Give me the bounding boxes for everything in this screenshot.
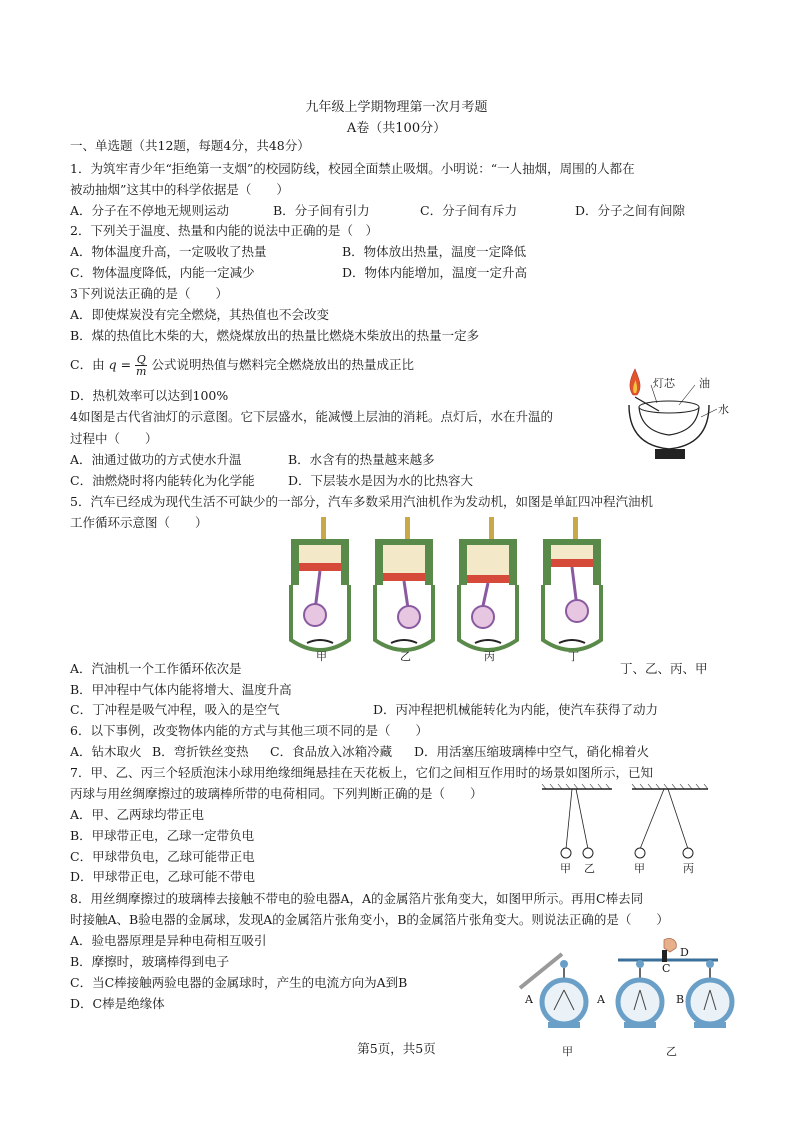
lamp-oil-surface	[639, 401, 699, 413]
page-subtitle: A卷（共100分）	[346, 121, 447, 136]
electroscope-yi-b	[688, 960, 732, 1028]
q7-stem-line2: 丙球与用丝绸摩擦过的玻璃棒所带的电荷相同。下列判断正确的是（ ）	[70, 786, 483, 801]
page-footer: 第5页，共5页	[357, 1041, 436, 1056]
q5-stem-line1: 5．汽车已经成为现代生活不可缺少的一部分，汽车多数采用汽油机作为发动机，如图是单缸四冲程汽油机	[70, 494, 653, 509]
engine-strokes-figure	[285, 515, 615, 665]
electroscope-label-d: D	[680, 946, 689, 959]
ball-label-jia-1: 甲	[560, 862, 571, 875]
q1-stem-line2: 被动抽烟”这其中的科学依据是（ ）	[70, 182, 289, 197]
q4-option-c: C．油燃烧时将内能转化为化学能	[70, 473, 255, 488]
q4-stem-line1: 4如图是古代省油灯的示意图。它下层盛水，能减慢上层油的消耗。点灯后，水在升温的	[70, 409, 553, 424]
electroscope-label-b: B	[676, 993, 685, 1006]
q3-option-d: D．热机效率可以达到100%	[70, 388, 229, 403]
ball-jia-1	[561, 848, 571, 858]
q8-stem-line2: 时接触A、B验电器的金属球，发现A的金属箔片张角变小，B的金属箔片张角变大。则说法正确的是（ ）	[70, 912, 669, 927]
q6-option-a: A．钻木取火	[70, 744, 142, 759]
engine-label-bing: 丙	[484, 650, 495, 663]
q3-option-c-text: 公式说明热值与燃料完全燃烧放出的热量成正比	[151, 357, 414, 372]
q7-option-a: A．甲、乙两球均带正电	[70, 807, 205, 822]
q7-option-b: B．甲球带正电，乙球一定带负电	[70, 828, 255, 843]
q2-option-d: D．物体内能增加，温度一定升高	[342, 265, 528, 280]
ceiling-hatching	[542, 784, 708, 789]
q3-formula-fraction	[135, 354, 147, 377]
q7-option-d: D．甲球带正电，乙球可能不带电	[70, 869, 256, 884]
electroscope-label-c: C	[662, 962, 671, 975]
electroscope-label-yi: 乙	[666, 1045, 677, 1058]
electroscope-label-jia: 甲	[562, 1045, 573, 1058]
ball-label-jia-2: 甲	[634, 862, 645, 875]
ball-bing	[683, 848, 693, 858]
engine-label-yi: 乙	[400, 650, 411, 663]
engine-ding	[543, 517, 601, 650]
engine-bing	[459, 517, 517, 650]
q5-option-c: C．丁冲程是吸气冲程，吸入的是空气	[70, 702, 280, 717]
label-water: 水	[718, 403, 729, 416]
engine-label-ding: 丁	[568, 650, 579, 663]
q1-option-b: B．分子间有引力	[273, 203, 370, 218]
electroscope-drawing	[510, 930, 740, 1040]
ball-jia-2	[635, 848, 645, 858]
q1-option-a: A．分子在不停地无规则运动	[70, 203, 230, 218]
q7-option-c: C．甲球带负电，乙球可能带正电	[70, 849, 255, 864]
string-bing	[668, 789, 688, 849]
electroscope-label-a2: A	[597, 993, 605, 1006]
q8-option-a: A．验电器原理是异种电荷相互吸引	[70, 933, 267, 948]
q8-option-d: D．C棒是绝缘体	[70, 996, 165, 1011]
q3-formula-q: q	[108, 357, 117, 372]
q5-option-b: B．甲冲程中气体内能将增大、温度升高	[70, 682, 292, 697]
q6-stem: 6．以下事例，改变物体内能的方式与其他三项不同的是（ ）	[70, 723, 428, 738]
q4-option-a: A．油通过做功的方式使水升温	[70, 452, 242, 467]
q6-option-c: C．食品放入冰箱冷藏	[270, 744, 393, 759]
q4-option-d: D．下层装水是因为水的比热容大	[288, 473, 474, 488]
ball-label-yi: 乙	[584, 862, 595, 875]
hand-d	[664, 938, 676, 952]
q3-stem: 3下列说法正确的是（ ）	[70, 286, 228, 301]
string-jia-1	[566, 789, 572, 849]
q8-option-b: B．摩擦时，玻璃棒得到电子	[70, 954, 230, 969]
q7-stem-line1: 7．甲、乙、丙三个轻质泡沫小球用绝缘细绳悬挂在天花板上，它们之间相互作用时的场景如图所示，已知	[70, 765, 653, 780]
section-heading: 一、单选题（共12题，每题4分，共48分）	[70, 138, 310, 153]
q3-option-c	[70, 354, 414, 377]
electroscope-figure	[510, 930, 740, 1040]
q1-option-d: D．分子之间有间隙	[575, 203, 686, 218]
electroscope-jia	[542, 960, 586, 1028]
q4-option-b: B．水含有的热量越来越多	[288, 452, 435, 467]
string-jia-2	[640, 789, 664, 849]
q3-formula-denominator: m	[136, 365, 147, 378]
q3-option-b: B．煤的热值比木柴的大，燃烧煤放出的热量比燃烧木柴放出的热量一定多	[70, 328, 480, 343]
q3-formula-numerator: Q	[136, 353, 146, 366]
label-wick: 灯芯	[653, 377, 675, 390]
q8-stem-line1: 8．用丝绸摩擦过的玻璃棒去接触不带电的验电器A，A的金属箔片张角变大，如图甲所示。再用C棒去同	[70, 891, 644, 906]
ball-label-bing: 丙	[683, 862, 694, 875]
engine-jia	[291, 517, 349, 650]
q5-option-a-tail: 丁、乙、丙、甲	[620, 661, 708, 676]
q1-option-c: C．分子间有斥力	[420, 203, 518, 218]
q3-formula-equals: =	[120, 357, 132, 372]
q2-option-b: B．物体放出热量，温度一定降低	[342, 244, 527, 259]
q2-stem: 2．下列关于温度、热量和内能的说法中正确的是（ ）	[70, 223, 378, 238]
q5-option-d: D．丙冲程把机械能转化为内能，使汽车获得了动力	[373, 702, 659, 717]
q1-stem-line1: 1．为筑牢青少年“拒绝第一支烟”的校园防线，校园全面禁止吸烟。小明说：“一人抽烟，周围的人都在	[70, 161, 635, 176]
ball-yi	[583, 848, 593, 858]
electroscope-label-a1: A	[525, 993, 533, 1006]
q3-option-c-prefix: C．由	[70, 357, 105, 372]
lamp-base	[655, 449, 685, 459]
engine-strokes-drawing	[285, 515, 615, 665]
electroscope-yi-a	[618, 960, 662, 1028]
q5-stem-line2: 工作循环示意图（ ）	[70, 515, 208, 530]
q2-option-c: C．物体温度降低，内能一定减少	[70, 265, 255, 280]
q3-option-a: A．即使煤炭没有完全燃烧，其热值也不会改变	[70, 307, 330, 322]
q4-stem-line2: 过程中（ ）	[70, 431, 158, 446]
label-oil: 油	[699, 377, 710, 390]
oil-lamp-figure	[617, 365, 732, 465]
engine-label-jia: 甲	[316, 650, 327, 663]
engine-yi	[375, 517, 433, 650]
q6-option-b: B．弯折铁丝变热	[152, 744, 249, 759]
page-title: 九年级上学期物理第一次月考题	[305, 100, 488, 115]
c-rod-holder	[662, 950, 667, 962]
q5-option-a: A．汽油机一个工作循环依次是	[70, 661, 242, 676]
string-yi	[576, 789, 588, 849]
q2-option-a: A．物体温度升高，一定吸收了热量	[70, 244, 267, 259]
q6-option-d: D．用活塞压缩玻璃棒中空气，硝化棉着火	[414, 744, 650, 759]
q8-option-c: C．当C棒接触两验电器的金属球时，产生的电流方向为A到B	[70, 975, 408, 990]
